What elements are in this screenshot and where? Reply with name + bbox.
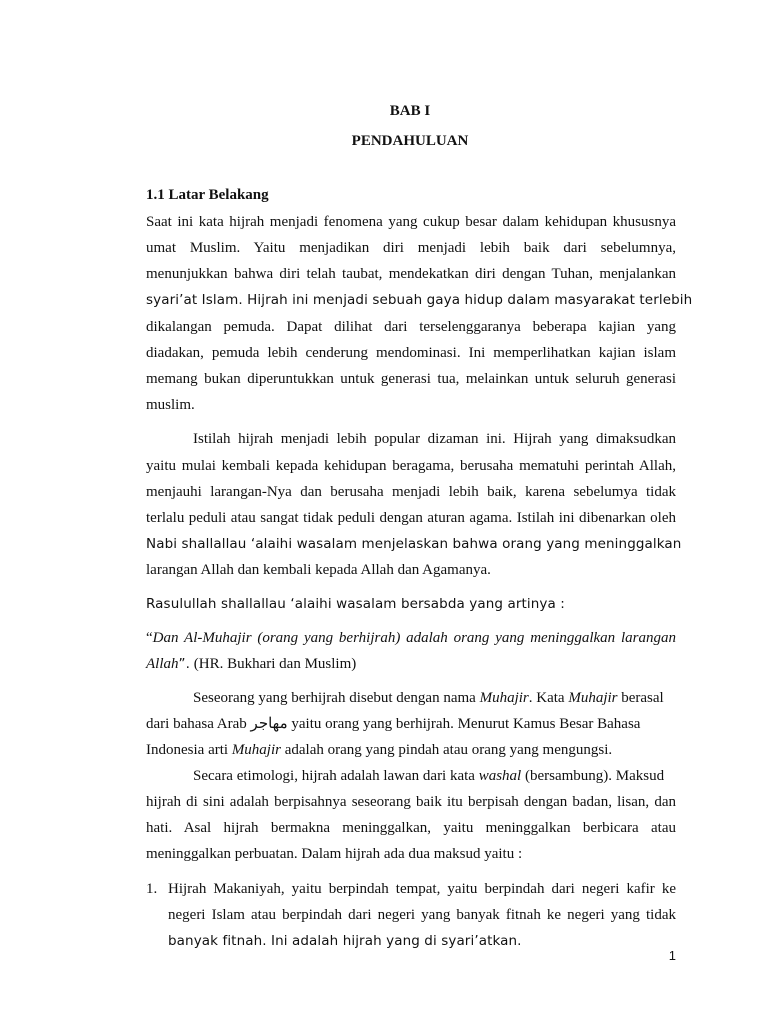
paragraph-line (193, 767, 676, 785)
text-run: dari bahasa Arab (146, 716, 251, 732)
italic-term: Muhajir (231, 742, 281, 758)
text-run: yaitu orang yang berhijrah. Menurut Kamus Besar Bahasa (287, 716, 641, 732)
text-run: (bersambung). Maksud (521, 768, 665, 784)
quote-text: Allah (146, 656, 179, 672)
chapter-title: PENDAHULUAN (351, 133, 469, 149)
paragraph-line (146, 741, 676, 759)
hadith-intro: Rasulullah shallallau ‘alaihi wasalam bersabda yang artinya : (146, 596, 565, 612)
paragraph-line: menjauhi larangan-Nya dan berusaha menjadi lebih baik, karena sebelumya tidak (146, 484, 676, 500)
arabic-word: مهاجر (250, 716, 288, 732)
text-run: Indonesia arti (146, 742, 232, 758)
hadith-quote-line (146, 655, 676, 673)
text-run: berasal (617, 690, 664, 706)
paragraph-line: hati. Asal hijrah bermakna meninggalkan, yaitu meninggalkan berbicara atau (146, 820, 676, 836)
paragraph-line: Istilah hijrah menjadi lebih popular dizaman ini. Hijrah yang dimaksudkan (193, 431, 676, 447)
italic-term: washal (478, 768, 522, 784)
text-run: Secara etimologi, hijrah adalah lawan dari kata (193, 768, 479, 784)
paragraph-line: Saat ini kata hijrah menjadi fenomena yang cukup besar dalam kehidupan khususnya (146, 214, 676, 230)
quote-open-mark: “ (146, 630, 153, 646)
paragraph-line: yaitu mulai kembali kepada kehidupan beragama, berusaha mematuhi perintah Allah, (146, 458, 676, 474)
paragraph-line: hijrah di sini adalah berpisahnya seseorang baik itu berpisah dengan badan, lisan, dan (146, 794, 676, 810)
hadith-quote-line (146, 629, 676, 647)
italic-term: Muhajir (568, 690, 618, 706)
quote-source: (HR. Bukhari dan Muslim) (190, 656, 357, 672)
page-number: 1 (668, 948, 676, 963)
paragraph-line: umat Muslim. Yaitu menjadikan diri menjadi lebih baik dari sebelumnya, (146, 240, 676, 256)
text-run: adalah orang yang pindah atau orang yang mengungsi. (280, 742, 613, 758)
paragraph-line (193, 689, 676, 707)
section-heading: 1.1 Latar Belakang (146, 187, 269, 203)
list-item-line: banyak fitnah. Ini adalah hijrah yang di syari’atkan. (168, 933, 522, 949)
paragraph-line: Nabi shallallau ‘alaihi wasalam menjelaskan bahwa orang yang meninggalkan (146, 536, 682, 552)
paragraph-line: larangan Allah dan kembali kepada Allah dan Agamanya. (146, 562, 491, 578)
paragraph-line: syari’at Islam. Hijrah ini menjadi sebuah gaya hidup dalam masyarakat terlebih (146, 292, 693, 308)
paragraph-line: menunjukkan bahwa diri telah taubat, mendekatkan diri dengan Tuhan, menjalankan (146, 266, 676, 282)
italic-term: Muhajir (479, 690, 529, 706)
quote-close-mark: ”. (178, 656, 190, 672)
paragraph-line: dikalangan pemuda. Dapat dilihat dari terselenggaranya beberapa kajian yang (146, 319, 676, 335)
list-item-line: negeri Islam atau berpindah dari negeri yang banyak fitnah ke negeri yang tidak (168, 907, 676, 923)
paragraph-line (146, 715, 676, 733)
paragraph-line: memang bukan diperuntukkan untuk generasi tua, melainkan untuk seluruh generasi (146, 371, 676, 387)
paragraph-line: meninggalkan perbuatan. Dalam hijrah ada dua maksud yaitu : (146, 846, 523, 862)
list-number: 1. (146, 881, 158, 897)
text-run: Seseorang yang berhijrah disebut dengan nama (193, 690, 480, 706)
paragraph-line: diadakan, pemuda lebih cenderung mendominasi. Ini memperlihatkan kajian islam (146, 345, 676, 361)
text-run: . Kata (528, 690, 569, 706)
list-item-line: Hijrah Makaniyah, yaitu berpindah tempat, yaitu berpindah dari negeri kafir ke (168, 881, 676, 897)
chapter-label: BAB I (389, 103, 431, 119)
paragraph-line: terlalu peduli atau sangat tidak peduli dengan aturan agama. Istilah ini dibenarkan oleh (146, 510, 676, 526)
quote-text: Dan Al-Muhajir (orang yang berhijrah) adalah orang yang meninggalkan larangan (152, 630, 676, 646)
paragraph-line: muslim. (146, 397, 195, 413)
